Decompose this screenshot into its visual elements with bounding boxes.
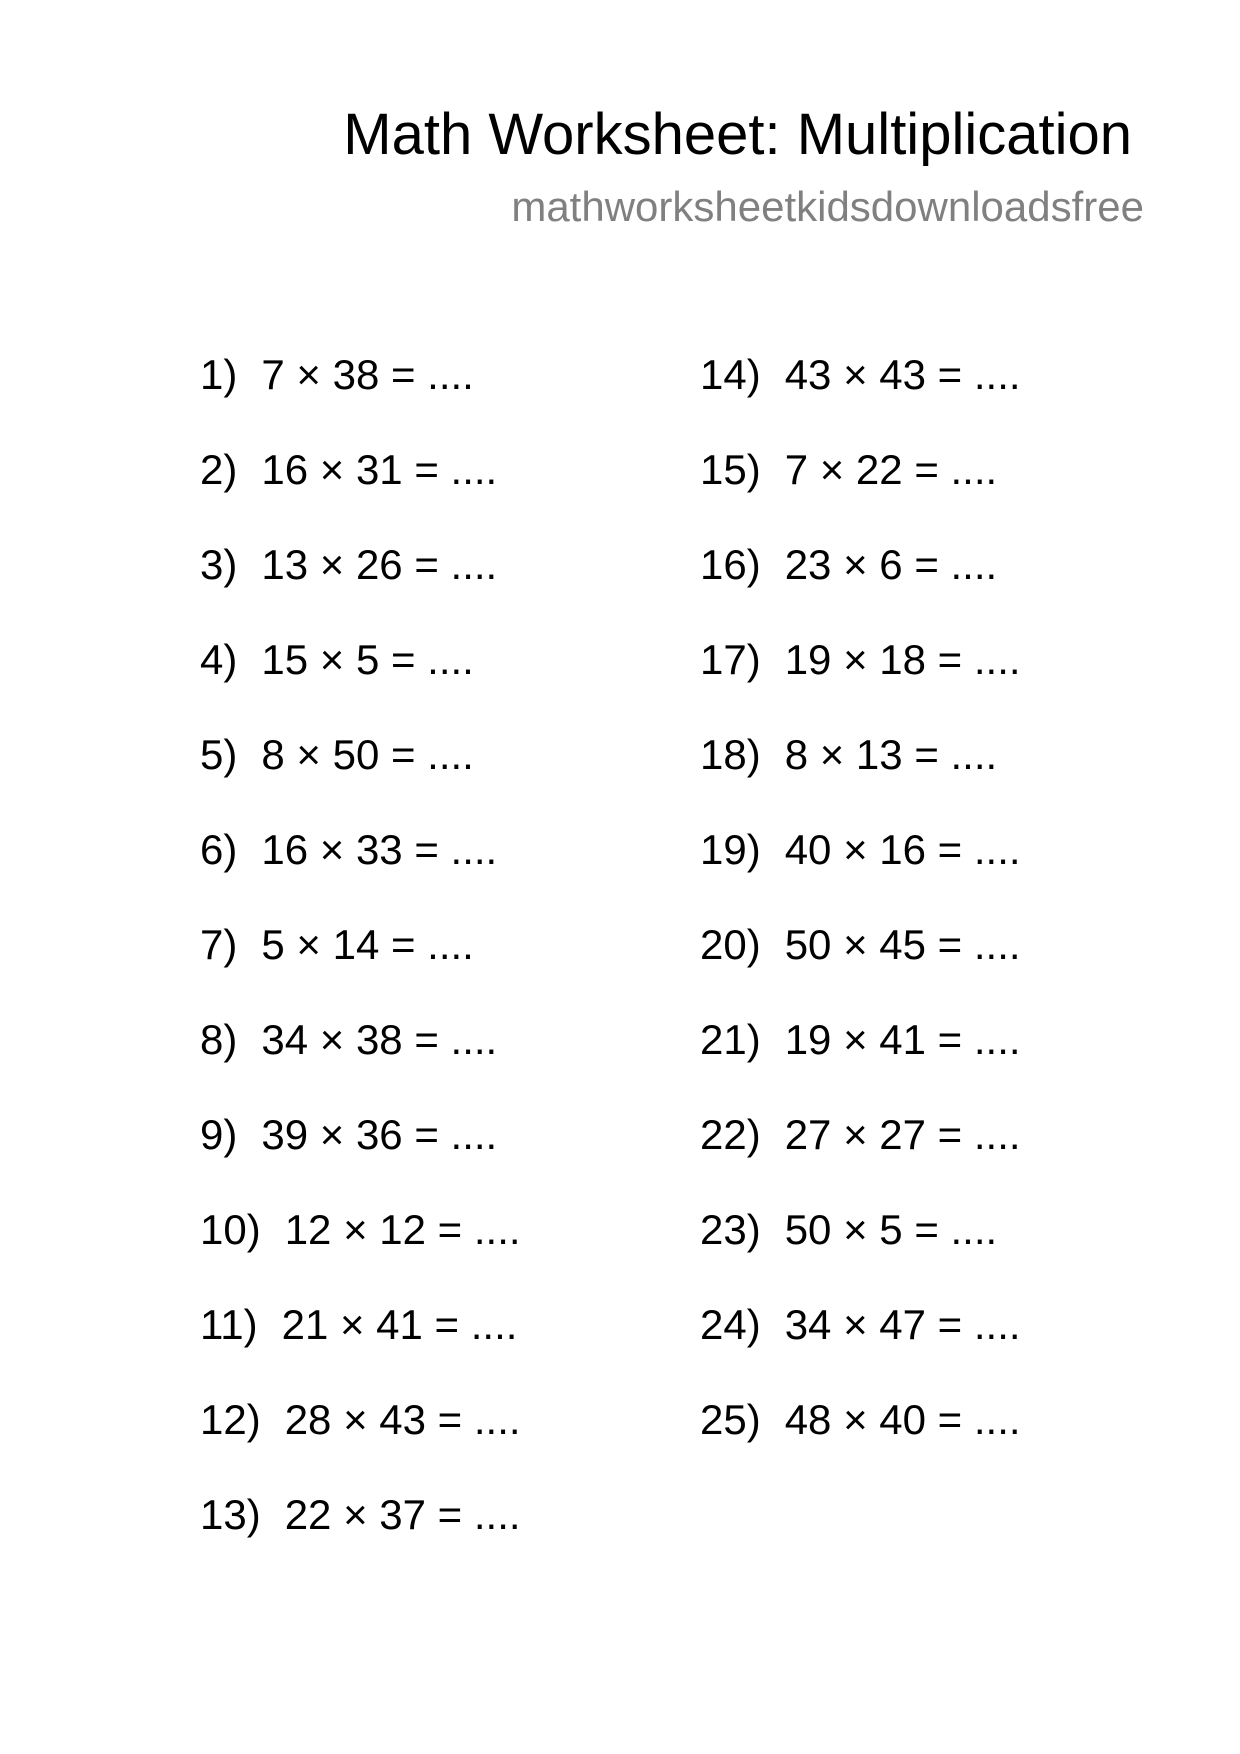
problem-expression: 12 × 12 = .... <box>284 1206 521 1253</box>
problem-item <box>200 350 521 445</box>
problem-expression: 40 × 16 = .... <box>784 826 1021 873</box>
problem-number: 13) <box>200 1491 261 1538</box>
problem-expression: 7 × 22 = .... <box>784 446 998 493</box>
problem-number: 24) <box>700 1301 761 1348</box>
problem-number: 15) <box>700 446 761 493</box>
problem-number: 8) <box>200 1016 238 1063</box>
problem-expression: 7 × 38 = .... <box>261 351 474 398</box>
problem-expression: 43 × 43 = .... <box>784 351 1021 398</box>
problem-expression: 48 × 40 = .... <box>784 1396 1021 1443</box>
problem-expression: 16 × 31 = .... <box>261 446 498 493</box>
problem-expression: 8 × 50 = .... <box>261 731 474 778</box>
problem-number: 14) <box>700 351 761 398</box>
problem-expression: 50 × 5 = .... <box>784 1206 998 1253</box>
problem-number: 23) <box>700 1206 761 1253</box>
problem-number: 20) <box>700 921 761 968</box>
problem-number: 7) <box>200 921 238 968</box>
problem-number: 17) <box>700 636 761 683</box>
problem-number: 21) <box>700 1016 761 1063</box>
problems-right-column <box>700 350 1021 1490</box>
problem-expression: 8 × 13 = .... <box>784 731 998 778</box>
problem-number: 19) <box>700 826 761 873</box>
problem-number: 18) <box>700 731 761 778</box>
problem-number: 22) <box>700 1111 761 1158</box>
problem-item <box>700 1395 1021 1490</box>
worksheet-subtitle: mathworksheetkidsdownloadsfree <box>511 183 1144 230</box>
problem-number: 11) <box>200 1301 258 1348</box>
worksheet-title: Math Worksheet: Multiplication <box>343 102 1132 167</box>
problem-item <box>200 1110 521 1205</box>
problem-number: 9) <box>200 1111 238 1158</box>
problem-item <box>700 920 1021 1015</box>
problem-expression: 22 × 37 = .... <box>284 1491 521 1538</box>
problem-expression: 5 × 14 = .... <box>261 921 474 968</box>
problem-number: 1) <box>200 351 238 398</box>
problem-expression: 21 × 41 = .... <box>281 1301 518 1348</box>
problem-expression: 13 × 26 = .... <box>261 541 498 588</box>
problem-expression: 19 × 18 = .... <box>784 636 1021 683</box>
problem-item <box>200 1395 521 1490</box>
problem-item <box>200 730 521 825</box>
problem-number: 3) <box>200 541 238 588</box>
problem-expression: 39 × 36 = .... <box>261 1111 498 1158</box>
problem-expression: 34 × 47 = .... <box>784 1301 1021 1348</box>
problem-expression: 27 × 27 = .... <box>784 1111 1021 1158</box>
problem-item <box>200 635 521 730</box>
problem-number: 5) <box>200 731 238 778</box>
problem-item <box>700 825 1021 920</box>
problem-item <box>200 1015 521 1110</box>
problem-number: 25) <box>700 1396 761 1443</box>
problem-expression: 15 × 5 = .... <box>261 636 474 683</box>
problem-item <box>200 1205 521 1300</box>
problem-item <box>700 1110 1021 1205</box>
problem-item <box>200 920 521 1015</box>
problem-item <box>700 1300 1021 1395</box>
problem-expression: 23 × 6 = .... <box>784 541 998 588</box>
problem-expression: 16 × 33 = .... <box>261 826 498 873</box>
problem-expression: 19 × 41 = .... <box>784 1016 1021 1063</box>
problem-expression: 28 × 43 = .... <box>284 1396 521 1443</box>
problem-number: 6) <box>200 826 238 873</box>
problem-item <box>200 540 521 635</box>
problems-left-column <box>200 350 521 1585</box>
problem-item <box>700 635 1021 730</box>
problem-item <box>700 350 1021 445</box>
problem-expression: 34 × 38 = .... <box>261 1016 498 1063</box>
problem-item <box>200 1300 521 1395</box>
problem-item <box>700 1205 1021 1300</box>
problem-item <box>700 540 1021 635</box>
problem-item <box>200 1490 521 1585</box>
problem-item <box>200 445 521 540</box>
problem-item <box>700 730 1021 825</box>
problem-number: 2) <box>200 446 238 493</box>
problem-number: 16) <box>700 541 761 588</box>
problem-number: 4) <box>200 636 238 683</box>
problem-item <box>200 825 521 920</box>
problem-number: 10) <box>200 1206 261 1253</box>
problem-item <box>700 445 1021 540</box>
problem-expression: 50 × 45 = .... <box>784 921 1021 968</box>
problem-number: 12) <box>200 1396 261 1443</box>
problem-item <box>700 1015 1021 1110</box>
